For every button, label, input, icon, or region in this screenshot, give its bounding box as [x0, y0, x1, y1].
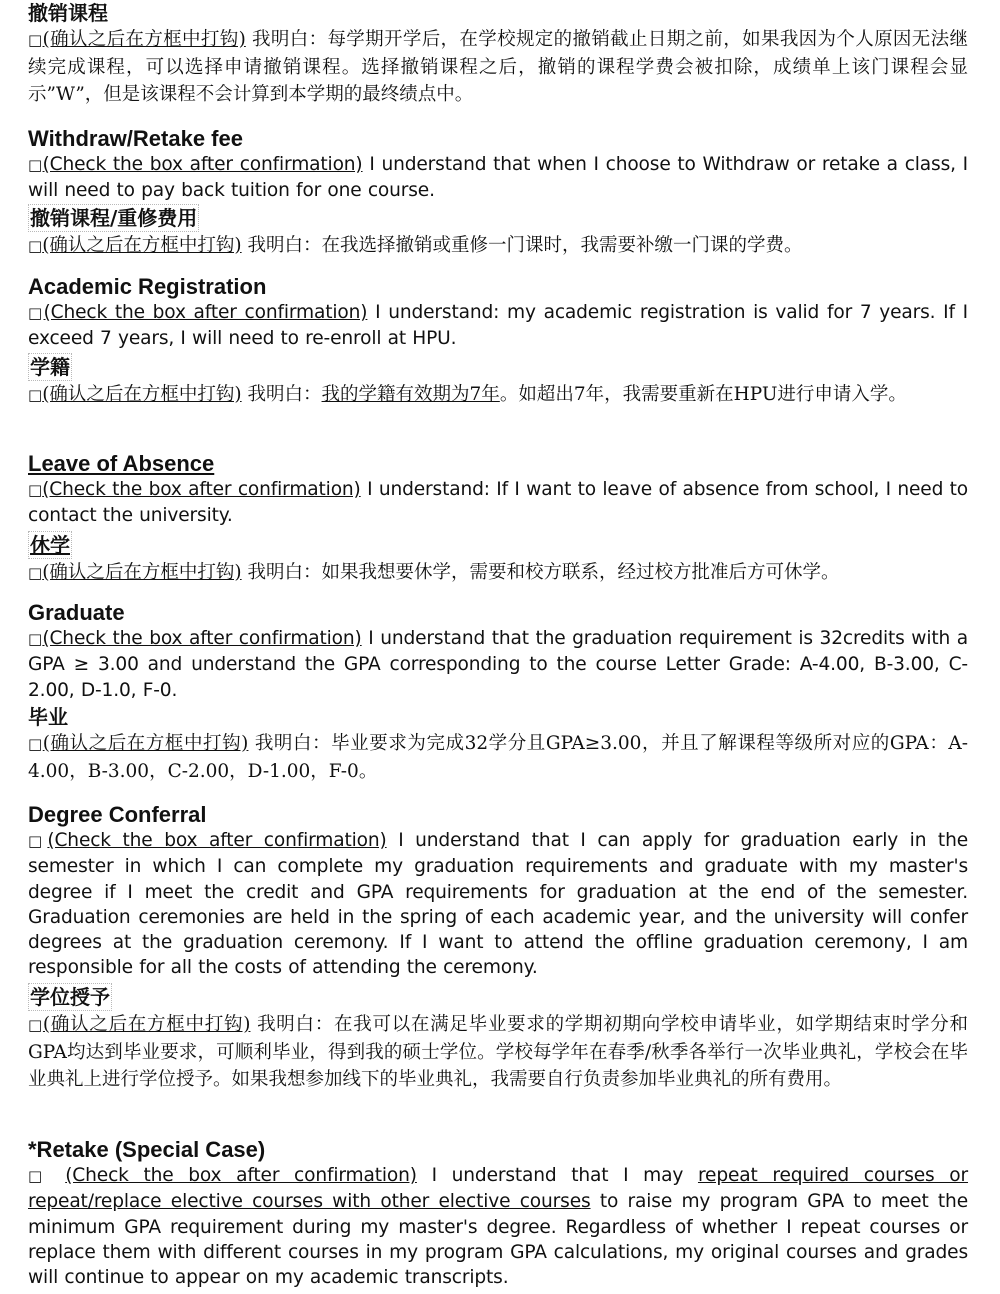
body-text-rest: to raise my program GPA to meet the minimum GPA requirement during my master's degree. Regardless of whether I repeat courses or replace them with different courses in my program GPA calculations, my original courses and grades will continue to appear on my academic transcripts.	[28, 1191, 968, 1289]
check-instruction: (Check the box after confirmation)	[42, 479, 361, 500]
check-instruction: (确认之后在方框中打钩)	[42, 29, 246, 50]
section-registration-zh	[28, 353, 968, 409]
section-heading: Degree Conferral	[28, 802, 207, 827]
section-graduate-en	[28, 600, 968, 703]
section-heading: Withdraw/Retake fee	[28, 126, 243, 151]
check-instruction: (Check the box after confirmation)	[65, 1165, 417, 1186]
section-body	[28, 626, 968, 703]
body-text-lead: 我明白：	[247, 384, 322, 405]
body-text: 我明白：如果我想要休学，需要和校方联系，经过校方批准后方可休学。	[247, 562, 840, 583]
body-text: I understand that I can apply for graduation early in the semester in which I can complete my graduation requirements and graduate with my master's degree if I meet the credit and GPA requirements for graduation at the end of the semester. Graduation ceremonies are held in the spring of each academic year, and the university will confer degrees at the graduation ceremony. If I want to attend the offline graduation ceremony, I am responsible for all the costs of attending the ceremony.	[28, 830, 968, 979]
section-body	[28, 381, 968, 409]
section-withdraw-zh	[28, 0, 968, 108]
section-body	[28, 828, 968, 981]
section-body	[28, 300, 968, 352]
section-body	[28, 1011, 968, 1093]
section-leave-zh	[28, 531, 968, 587]
section-heading: 撤销课程	[28, 1, 108, 25]
checkbox-icon[interactable]: □	[28, 1167, 51, 1185]
section-body	[28, 477, 968, 529]
section-body	[28, 559, 968, 587]
body-text: I understand: my academic registration is valid for 7 years. If I exceed 7 years, I will need to re-enroll at HPU.	[28, 302, 968, 350]
section-heading: 学籍	[30, 355, 70, 379]
checkbox-icon[interactable]: □	[28, 630, 43, 648]
checkbox-icon[interactable]: □	[28, 386, 43, 404]
section-registration-en	[28, 274, 968, 352]
section-conferral-en	[28, 802, 968, 981]
section-heading: Academic Registration	[28, 274, 267, 299]
section-body	[28, 232, 968, 260]
checkbox-icon[interactable]: □	[28, 735, 43, 753]
checkbox-icon[interactable]: □	[28, 304, 44, 322]
body-text: 我明白：每学期开学后，在学校规定的撤销截止日期之前，如果我因为个人原因无法继续完成课程，可以选择申请撤销课程。选择撤销课程之后，撤销的课程学费会被扣除，成绩单上该门课程会显示”W”，但是该课程不会计算到本学期的最终绩点中。	[28, 29, 968, 105]
body-text-rest: 。如超出7年，我需要重新在HPU进行申请入学。	[499, 384, 907, 405]
checkbox-icon[interactable]: □	[28, 1016, 43, 1034]
section-graduate-zh	[28, 704, 968, 785]
section-heading: Leave of Absence	[28, 451, 215, 476]
section-body	[28, 730, 968, 785]
section-withdraw-fee-en	[28, 126, 968, 204]
check-instruction: (Check the box after confirmation)	[42, 154, 363, 175]
body-text: I understand that the graduation requirement is 32credits with a GPA ≥ 3.00 and understand the GPA corresponding to the course Letter Grade: A-4.00, B-3.00, C-2.00, D-1.0, F-0.	[28, 628, 968, 701]
check-instruction: (确认之后在方框中打钩)	[42, 1014, 251, 1035]
section-heading: Graduate	[28, 600, 125, 625]
checkbox-icon[interactable]: □	[28, 832, 48, 850]
check-instruction: (Check the box after confirmation)	[47, 830, 387, 851]
body-text-underlined: 我的学籍有效期为7年	[321, 384, 500, 405]
check-instruction: (Check the box after confirmation)	[42, 628, 362, 649]
checkbox-icon[interactable]: □	[28, 31, 43, 49]
checkbox-icon[interactable]: □	[28, 481, 43, 499]
check-instruction: (确认之后在方框中打钩)	[42, 733, 249, 754]
section-body	[28, 152, 968, 204]
section-retake-en	[28, 1137, 968, 1290]
body-text: I understand: If I want to leave of absence from school, I need to contact the university.	[28, 479, 969, 527]
check-instruction: (确认之后在方框中打钩)	[42, 562, 242, 583]
body-text-lead: I understand that I may	[431, 1165, 684, 1186]
section-leave-en	[28, 451, 968, 529]
checkbox-icon[interactable]: □	[28, 156, 43, 174]
body-text-underlined: repeat required courses or repeat/replace elective courses with other elective courses	[28, 1165, 969, 1213]
section-withdraw-fee-zh	[28, 204, 968, 260]
check-instruction: (确认之后在方框中打钩)	[42, 384, 242, 405]
section-body	[28, 26, 968, 108]
body-text: 我明白：毕业要求为完成32学分且GPA≥3.00，并且了解课程等级所对应的GPA：A-4.00，B-3.00，C-2.00，D-1.00，F-0。	[28, 733, 968, 782]
section-heading: 撤销课程/重修费用	[30, 206, 198, 230]
body-text: I understand that when I choose to Withdraw or retake a class, I will need to pay back tuition for one course.	[28, 154, 968, 202]
checkbox-icon[interactable]: □	[28, 237, 43, 255]
body-text: 我明白：在我可以在满足毕业要求的学期初期向学校申请毕业，如学期结束时学分和GPA均达到毕业要求，可顺利毕业，得到我的硕士学位。学校每学年在春季/秋季各举行一次毕业典礼，学校会在毕业典礼上进行学位授予。如果我想参加线下的毕业典礼，我需要自行负责参加毕业典礼的所有费用。	[28, 1014, 968, 1090]
section-heading: *Retake (Special Case)	[28, 1137, 266, 1162]
section-heading: 学位授予	[30, 985, 110, 1009]
section-heading: 毕业	[28, 705, 68, 729]
section-body	[28, 1163, 968, 1290]
checkbox-icon[interactable]: □	[28, 564, 43, 582]
section-conferral-zh	[28, 983, 968, 1093]
body-text: 我明白：在我选择撤销或重修一门课时，我需要补缴一门课的学费。	[247, 235, 803, 256]
section-heading: 休学	[30, 533, 70, 557]
check-instruction: (确认之后在方框中打钩)	[42, 235, 242, 256]
check-instruction: (Check the box after confirmation)	[43, 302, 368, 323]
